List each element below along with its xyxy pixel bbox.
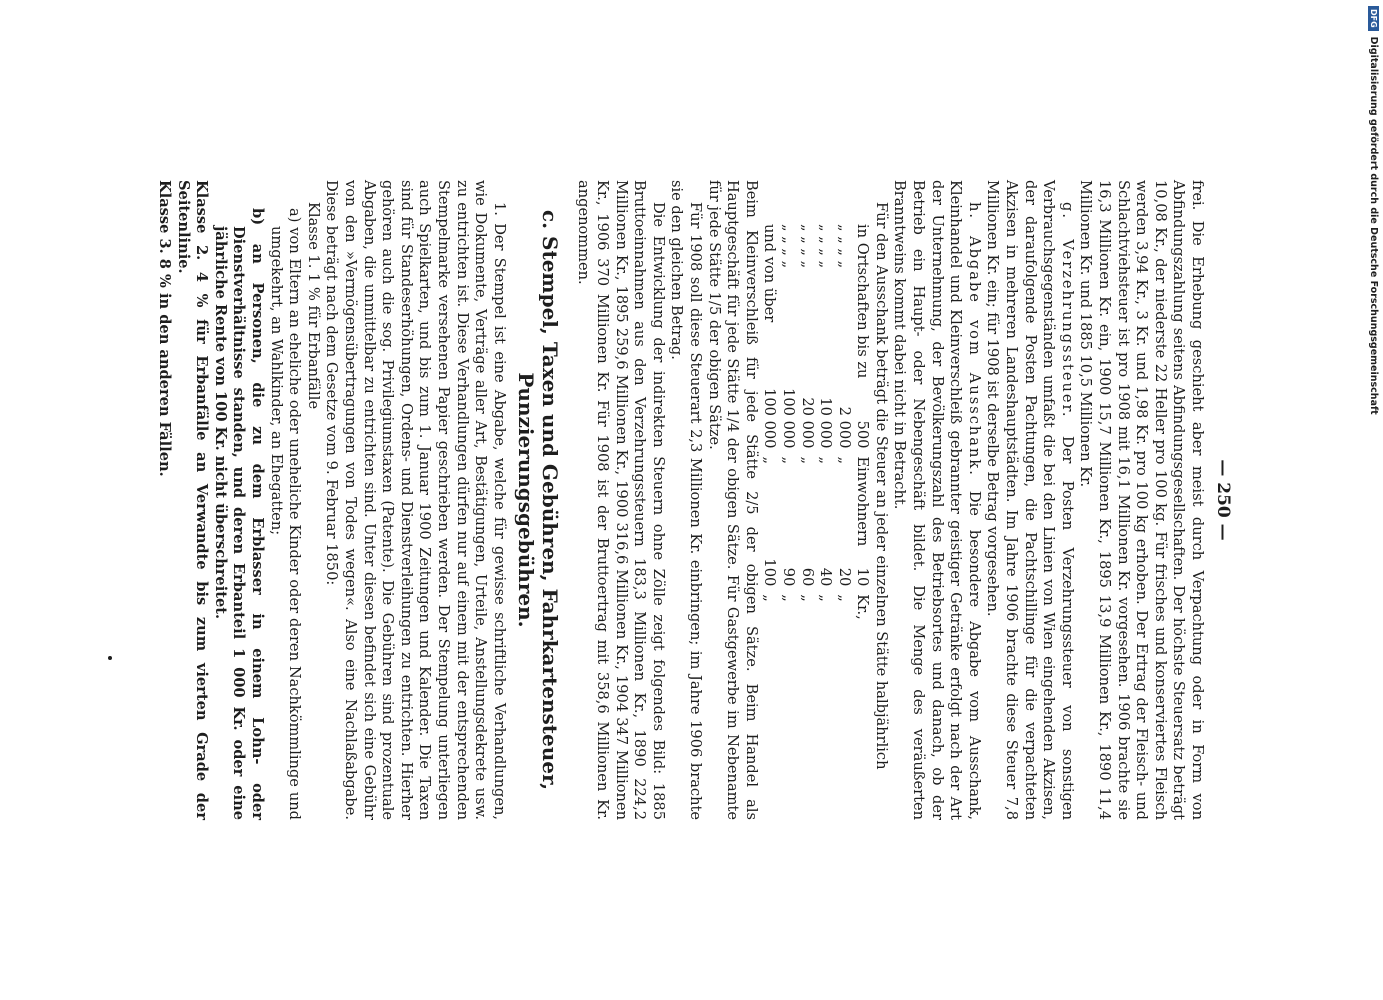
tax-row-currency: „ <box>779 594 797 602</box>
tax-table-body <box>760 220 872 624</box>
paragraph-meat-tax: frei. Die Erhebung geschieht aber meist durch Verpachtung oder in Form von Abfindungszahlung seitens Abfindungsgesellschaften. Der höchste Steuersatz beträgt 10,08 Kr., der niederste 22 Heller pro 100 kg. Für frisches und konserviertes Fleisch werden 3,94 Kr., 3 Kr. und 1,98 Kr. pro 100 kg erhoben. Der Ertrag der Fleisch- und Schlachtviehsteuer ist pro 1908 mit 16,1 Millionen Kr. vorgesehen. 1906 brachte sie 16,3 Millionen Kr. ein, 1900 15,7 Millionen Kr., 1895 13,9 Millionen Kr., 1890 11,4 Millionen Kr. und 1885 10,5 Millionen Kr. <box>1077 180 1206 820</box>
tax-table-row <box>834 220 853 624</box>
section-label-g: g. Verzehrungssteuer. <box>1058 202 1076 419</box>
klasse-2: Klasse 2. 4 % für Erbanfälle an Verwandte bis zum vierten Grade der Seitenlinie. <box>174 180 211 820</box>
tax-table-row <box>853 220 872 624</box>
rotated-text-block <box>152 180 1232 820</box>
tax-row-prefix: in Ortschaften bis zu <box>854 224 872 379</box>
tax-row-population: 10 000 <box>817 397 835 449</box>
paragraph-stempel: 1. Der Stempel ist eine Abgabe, welche für gewisse schriftliche Verhandlungen, wie Dokumente, Verträge aller Art, Bestätigungen, Urteile, Anstellungsdekrete usw. zu entrichten ist. Diese Verhandlungen dürfen nur auf einem mit der entsprechenden Stempelmarke versehenen Papier geschrieben werden. Der Stempelung unterliegen auch Spielkarten, und bis zum 1. Januar 1900 Zeitungen und Kalender. Die Taxen sind für Standeserhöhungen, Ordens- und Dienstverleihungen zu entrichten. Hierher gehören auch die sog. Privilegiumstaxen (Patente). Die Gebühren sind prozentuale Abgaben, die unmittelbar zu entrichten sind. Unter diesen befindet sich eine Gebühr von den »Vermögensübertragungen von Todes wegen«. Also eine Nachlaßabgabe. Diese beträgt nach dem Gesetze vom 9. Februar 1850: <box>323 180 508 820</box>
tax-row-unit: „ <box>761 456 779 465</box>
section-text-g: Der Posten Verzehrungssteuer von sonstigen Verbrauchsgegenständen umfaßt die bei den Linien von Wien eingehenden Akzisen, der daraufolgende Posten Pachtungen, die Pachtschillinge für die verpachteten Akzisen in mehreren Landeshauptstädten. Im Jahre 1906 brachte diese Steuer 7,8 Millionen Kr. ein; für 1908 ist derselbe Betrag vorgesehen. <box>984 180 1076 821</box>
tax-table-row <box>778 220 797 624</box>
tax-row-unit: Einwohnern <box>854 456 872 547</box>
section-heading-stempel: c. Stempel, Taxen und Gebühren, Fahrkartensteuer, Punzierungsgebühren. <box>513 209 562 791</box>
tax-row-currency: Kr., <box>854 594 872 620</box>
dfg-logo-icon: DFG <box>1369 6 1380 31</box>
tax-row-amount: 20 <box>835 567 853 587</box>
tax-row-population: 100 000 <box>779 388 797 449</box>
section-text-h: Die besondere Abgabe vom Ausschank, Kleinhandel und Kleinverschleiß gebrannter geistiger Getränke erfolgt nach der Art der Unternehmung, der Bevölkerungszahl des Betriebsortes und danach, ob der Betrieb ein Haupt- oder Nebengeschäft bildet. Die Menge des veräußerten Branntweins kommt dabei nicht in Betracht. <box>891 180 983 820</box>
tax-row-unit: „ <box>798 456 816 465</box>
tax-row-unit: „ <box>779 456 797 465</box>
tax-row-unit: „ <box>817 456 835 465</box>
paragraph-ausschank <box>890 180 983 820</box>
tax-row-currency: „ <box>798 594 816 602</box>
section-label-h: h. Abgabe vom Ausschank. <box>965 202 983 477</box>
paragraph-kleinverschleiss: Beim Kleinverschleiß für jede Stätte 2/5 der obigen Sätze. Beim Handel als Hauptgeschäft für jede Stätte 1/4 der obigen Sätze. Für Gastgewerbe im Nebenamte für jede Stätte 1/5 der obigen Sätze. <box>705 180 760 820</box>
tax-row-prefix: und von über <box>761 224 779 323</box>
tax-table-row <box>797 220 816 624</box>
table-intro: Für den Ausschank beträgt die Steuer an jeder einzelnen Stätte halbjährlich <box>872 202 890 770</box>
tax-row-population: 100 000 <box>761 388 779 449</box>
tax-row-currency: „ <box>817 594 835 602</box>
body-text <box>155 180 1206 820</box>
tax-row-currency: „ <box>761 594 779 602</box>
tax-table-row <box>760 220 779 624</box>
klasse-1b: b) an Personen, die zu dem Erblasser in einem Lohn- oder Dienstverhältnisse standen, und deren Erbanteil 1 000 Kr. oder eine jährliche Rente von 100 Kr. nicht überschreitet. <box>211 208 267 820</box>
klasse-3: Klasse 3. 8 % in den anderen Fällen. <box>156 180 174 477</box>
tax-row-prefix: „ „ „ „ <box>779 224 797 269</box>
credit-text: Digitalisierung gefördert durch die Deutsche Forschungsgemeinschaft <box>1368 36 1380 415</box>
paragraph-verzehrungssteuer <box>983 180 1076 820</box>
tax-row-unit: „ <box>835 456 853 465</box>
page-speck <box>108 656 112 660</box>
tax-row-amount: 100 <box>761 558 779 587</box>
tax-row-amount: 10 <box>854 567 872 587</box>
digitization-credit <box>1366 6 1382 415</box>
tax-row-amount: 60 <box>798 567 816 587</box>
tax-row-amount: 90 <box>779 567 797 587</box>
tax-row-population: 20 000 <box>798 397 816 449</box>
tax-row-amount: 40 <box>817 567 835 587</box>
tax-row-currency: „ <box>835 594 853 602</box>
tax-row-prefix: „ „ „ „ <box>835 224 853 269</box>
ausschank-tax-table <box>760 220 872 624</box>
klasse-1: Klasse 1. 1 % für Erbanfälle <box>304 202 322 410</box>
paragraph-1908: Für 1908 soll diese Steuerart 2,3 Millionen Kr. einbringen; im Jahre 1906 brachte sie den gleichen Betrag. <box>668 180 704 820</box>
tax-row-prefix: „ „ „ „ <box>817 224 835 269</box>
page-number: — 250 — <box>1213 459 1233 541</box>
paragraph-entwicklung: Die Entwicklung der indirekten Steuern ohne Zölle zeigt folgendes Bild: 1885 Bruttoeinnahmen aus den Verzehrungssteuern 183,3 Millionen Kr., 1890 224,2 Millionen Kr., 1895 259,6 Millionen Kr., 1900 316,6 Millionen Kr., 1904 347 Millionen Kr., 1906 370 Millionen Kr. Für 1908 ist der Bruttoertrag mit 358,6 Millionen Kr. angenommen. <box>575 180 667 820</box>
klasse-1a: a) von Eltern an eheliche oder uneheliche Kinder oder deren Nachkömmlinge und umgekehrt, an Wahlkinder, an Ehegatten; <box>267 208 304 820</box>
tax-row-population: 500 <box>854 420 872 449</box>
tax-table-row <box>816 220 835 624</box>
tax-row-population: 2 000 <box>835 406 853 449</box>
tax-row-prefix: „ „ „ „ <box>798 224 816 269</box>
